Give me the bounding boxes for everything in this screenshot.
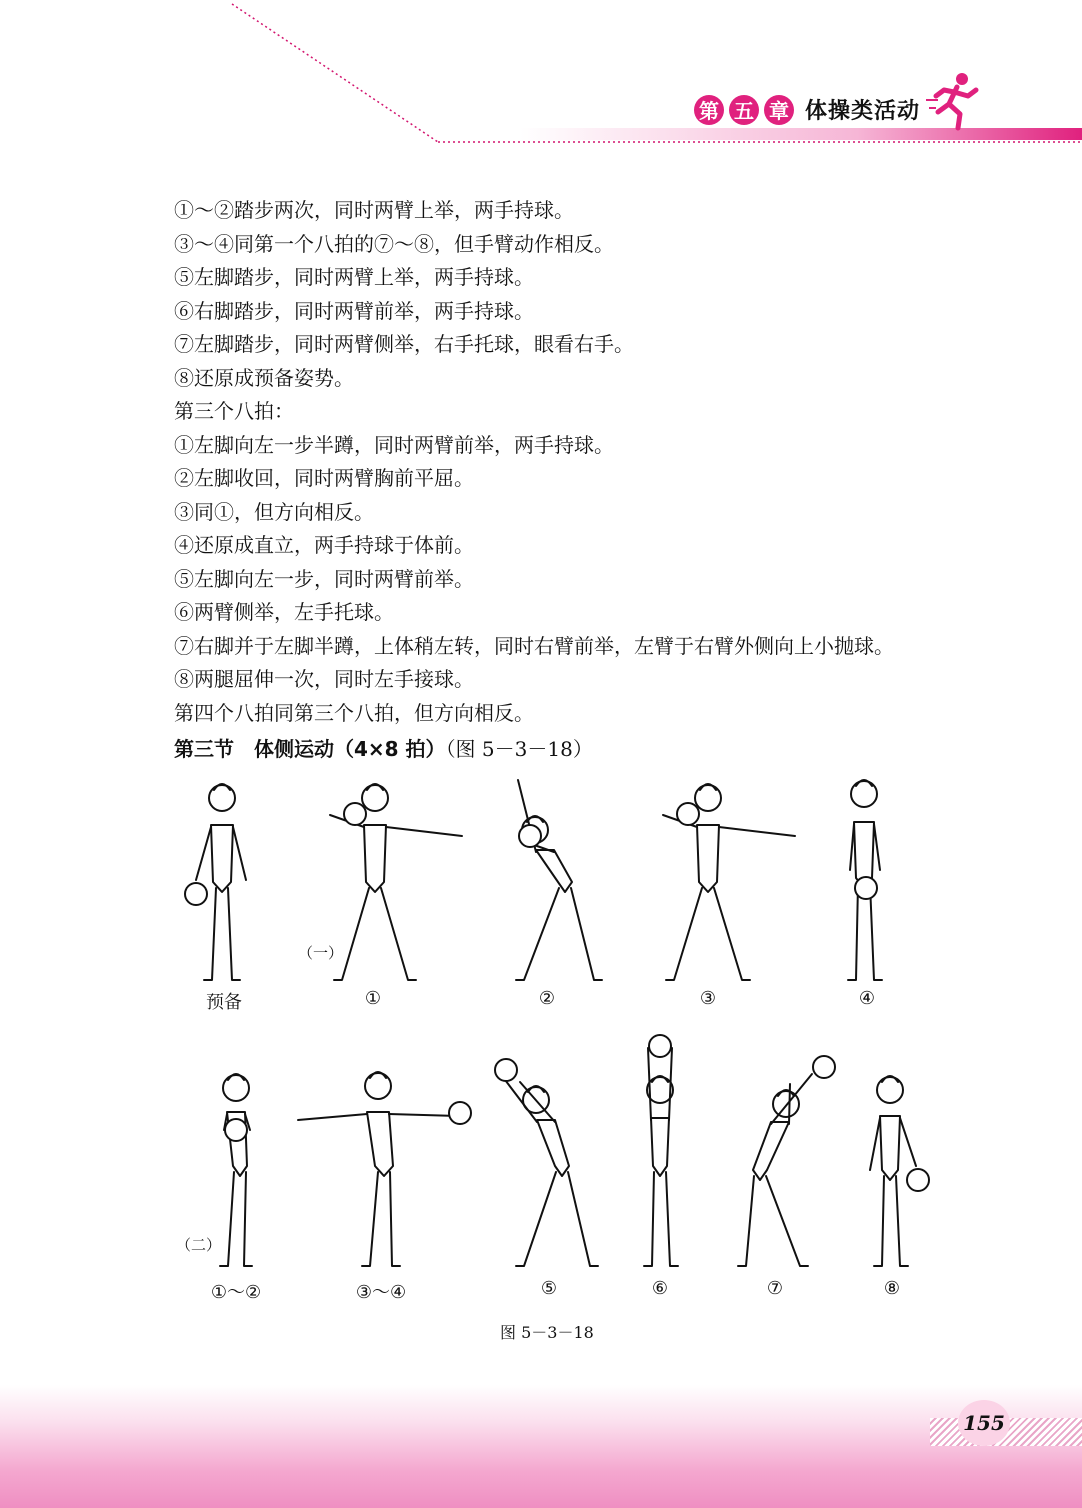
gymnast-head (877, 1077, 903, 1103)
ball-icon (855, 877, 877, 899)
gymnast-leg (766, 1176, 808, 1266)
gymnast-torso (697, 825, 719, 892)
row-tag: （一） (298, 944, 344, 962)
gymnast-leg (666, 1172, 678, 1266)
chapter-header (694, 94, 920, 125)
ball-icon (813, 1056, 835, 1078)
gymnast-head (362, 785, 388, 811)
gymnast-arm (850, 824, 854, 870)
text-line: ④还原成直立，两手持球于体前。 (174, 533, 474, 557)
runner-icon (924, 70, 986, 132)
gymnast-leg (874, 1176, 884, 1266)
gymnast-hair (700, 784, 716, 790)
body-text (174, 196, 994, 732)
chapter-chip: 章 (764, 95, 794, 125)
gymnast-hair (778, 1090, 794, 1096)
text-line: ①左脚向左一步半蹲，同时两臂前举，两手持球。 (174, 432, 614, 457)
ball-icon (519, 825, 541, 847)
ball-icon (344, 803, 366, 825)
gymnast-arm (719, 827, 795, 836)
gymnast-torso (211, 825, 233, 892)
gymnast-arm (233, 827, 246, 880)
text-line: ⑦右脚并于左脚半蹲，上体稍左转，同时右臂前举，左臂于右臂外侧向上小抛球。 (174, 633, 894, 658)
section-figure-ref: （图 5－3－18） (445, 737, 593, 761)
ball-icon (677, 803, 699, 825)
text-line: ⑥右脚踏步，同时两臂前举，两手持球。 (174, 298, 534, 323)
ball-icon (495, 1059, 517, 1081)
text-line: ⑥两臂侧举，左手托球。 (174, 600, 394, 624)
gymnast-arm (874, 824, 880, 870)
gymnast-leg (334, 888, 369, 980)
gymnast-hair (367, 784, 383, 790)
ball-icon (649, 1035, 671, 1057)
gymnast-arm (789, 1084, 790, 1124)
text-line: ⑧两腿屈伸一次，同时左手接球。 (174, 667, 474, 691)
step-label: ⑦ (766, 1278, 784, 1299)
gymnast-leg (714, 888, 750, 980)
ball-icon (185, 883, 207, 905)
gymnast-head (851, 781, 877, 807)
gymnast-leg (516, 1172, 556, 1266)
gymnast-leg (228, 888, 240, 980)
ball-icon (449, 1102, 471, 1124)
text-line: ③～④同第一个八拍的⑦～⑧，但手臂动作相反。 (174, 231, 614, 256)
step-label: 预备 (206, 992, 242, 1013)
section-heading (174, 733, 593, 762)
gymnast-leg (516, 888, 559, 980)
gymnast-leg (644, 1172, 654, 1266)
gymnast-hair (527, 816, 543, 822)
gymnast-arm (196, 827, 211, 880)
text-line: 第四个八拍同第三个八拍，但方向相反。 (174, 700, 534, 725)
gymnast-torso (367, 1112, 393, 1176)
step-label: ① (364, 988, 382, 1009)
text-line: ⑦左脚踏步，同时两臂侧举，右手托球，眼看右手。 (174, 332, 634, 356)
gymnast-torso (753, 1122, 789, 1180)
ball-icon (907, 1169, 929, 1191)
row-tag: （二） (176, 1236, 222, 1254)
text-line: ⑤左脚向左一步，同时两臂前举。 (174, 566, 474, 591)
exercise-illustrations (0, 770, 1082, 1330)
gymnast-head (209, 785, 235, 811)
text-line: ①～②踏步两次，同时两臂上举，两手持球。 (174, 198, 574, 222)
gymnast-hair (370, 1072, 386, 1078)
step-label: ⑤ (540, 1278, 558, 1299)
gymnast-leg (390, 1172, 400, 1266)
gymnast-head (223, 1075, 249, 1101)
step-label: ①～② (210, 1282, 262, 1303)
gymnast-torso (537, 1120, 569, 1176)
text-line: ③同①，但方向相反。 (174, 499, 374, 524)
exercise-figure (0, 770, 1082, 1330)
gymnast-head (365, 1073, 391, 1099)
gymnast-leg (362, 1172, 378, 1266)
gymnast-arm (298, 1114, 367, 1120)
step-label: ② (538, 988, 556, 1009)
gymnast-leg (204, 888, 216, 980)
gymnast-arm (900, 1118, 916, 1166)
text-line: ⑤左脚踏步，同时两臂上举，两手持球。 (174, 265, 534, 289)
gymnast-hair (856, 780, 872, 786)
chapter-title: 体操类活动 (805, 99, 921, 124)
step-label: ③ (699, 988, 717, 1009)
gymnast-leg (896, 1176, 908, 1266)
page-number: 155 (958, 1400, 1010, 1446)
gymnast-leg (381, 888, 416, 980)
gymnast-hair (228, 1074, 244, 1080)
section-title: 第三节 体侧运动（4×8 拍） (174, 737, 446, 761)
gymnast-head (695, 785, 721, 811)
text-line: ⑧还原成预备姿势。 (174, 365, 354, 390)
gymnast-leg (244, 1172, 252, 1266)
text-line: ②左脚收回，同时两臂胸前平屈。 (174, 466, 474, 490)
text-line: 第三个八拍： (174, 399, 294, 423)
gymnast-torso (880, 1116, 900, 1180)
gymnast-hair (214, 784, 230, 790)
gymnast-leg (568, 1172, 598, 1266)
ball-icon (225, 1119, 247, 1141)
step-label: ⑧ (883, 1278, 901, 1299)
step-label: ④ (858, 988, 876, 1009)
gymnast-arm (870, 1118, 880, 1170)
chapter-chip: 第 (694, 95, 724, 125)
gymnast-leg (571, 888, 602, 980)
gymnast-leg (848, 884, 858, 980)
gymnast-leg (666, 888, 702, 980)
gymnast-hair (652, 1076, 668, 1082)
figure-caption: 图 5－3－18 (500, 1323, 594, 1342)
header-decoration (0, 0, 1082, 160)
gymnast-torso (536, 850, 572, 892)
gymnast-torso (364, 825, 386, 892)
gymnast-torso (651, 1118, 669, 1176)
chapter-chip: 五 (729, 95, 759, 125)
footer-band (0, 1385, 1082, 1508)
gymnast-arm (386, 827, 462, 836)
step-label: ⑥ (651, 1278, 669, 1299)
step-label: ③～④ (355, 1282, 407, 1303)
gymnast-hair (882, 1076, 898, 1082)
gymnast-leg (738, 1176, 754, 1266)
gymnast-arm (389, 1114, 458, 1116)
gymnast-hair (528, 1086, 544, 1092)
gymnast-leg (220, 1172, 234, 1266)
